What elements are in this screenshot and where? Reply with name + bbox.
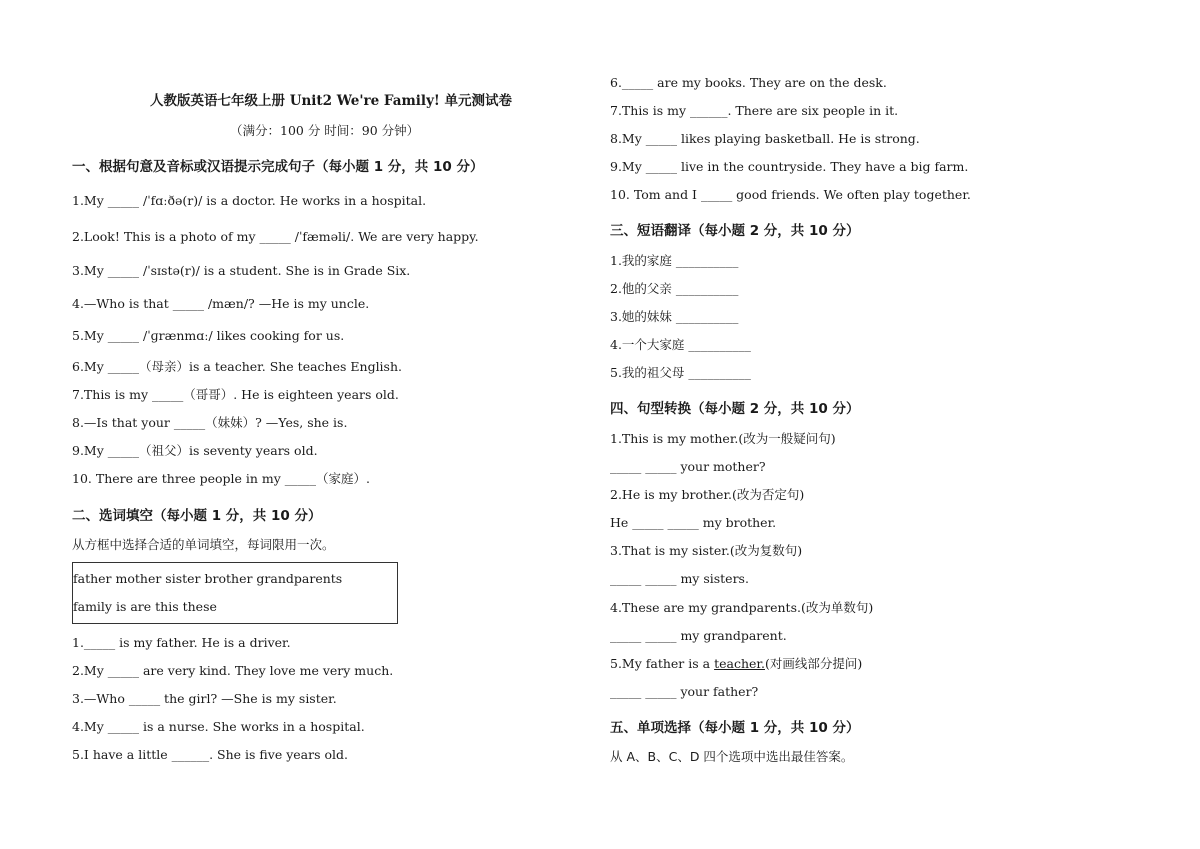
s1-item: 6.My _____（母亲）is a teacher. She teaches English. — [72, 359, 402, 374]
s1-item: 5.My _____ /ˈɡrænmɑː/ likes cooking for us. — [72, 328, 345, 343]
section1-heading: 一、根据句意及音标或汉语提示完成句子（每小题 1 分，共 10 分） — [72, 159, 484, 175]
s4-answer: _____ _____ your father? — [610, 684, 759, 699]
s4-question: 2.He is my brother.(改为否定句) — [610, 487, 805, 502]
s1-item: 7.This is my _____（哥哥）. He is eighteen years old. — [72, 387, 399, 402]
s1-item: 10. There are three people in my _____（家庭）. — [72, 471, 371, 486]
s2-item: 5.I have a little ______. She is five years old. — [72, 747, 348, 762]
word-box — [72, 562, 398, 624]
s1-item: 9.My _____（祖父）is seventy years old. — [72, 443, 318, 458]
page-subtitle: （满分：100 分 时间：90 分钟） — [230, 123, 420, 138]
s4-q5-underlined: teacher. — [714, 656, 765, 671]
section5-heading: 五、单项选择（每小题 1 分，共 10 分） — [610, 720, 860, 736]
s3-item: 5.我的祖父母 __________ — [610, 365, 751, 380]
s3-item: 2.他的父亲 __________ — [610, 281, 739, 296]
s3-item: 1.我的家庭 __________ — [610, 253, 739, 268]
s2-item: 9.My _____ live in the countryside. They have a big farm. — [610, 159, 969, 174]
s4-answer: _____ _____ your mother? — [610, 459, 766, 474]
s4-answer: He _____ _____ my brother. — [610, 515, 777, 530]
section2-heading: 二、选词填空（每小题 1 分，共 10 分） — [72, 508, 322, 524]
page-title: 人教版英语七年级上册 Unit2 We're Family! 单元测试卷 — [150, 93, 513, 109]
s2-item: 2.My _____ are very kind. They love me very much. — [72, 663, 394, 678]
s4-q5-suffix: (对画线部分提问) — [764, 656, 863, 671]
s2-item: 10. Tom and I _____ good friends. We often play together. — [610, 187, 971, 202]
word-box-line: family is are this these — [73, 599, 217, 614]
s2-item: 8.My _____ likes playing basketball. He is strong. — [610, 131, 920, 146]
s3-item: 4.一个大家庭 __________ — [610, 337, 751, 352]
s3-item: 3.她的妹妹 __________ — [610, 309, 739, 324]
s4-q5-prefix: 5.My father is a — [610, 656, 715, 671]
s1-item: 3.My _____ /ˈsɪstə(r)/ is a student. She is in Grade Six. — [72, 263, 411, 278]
s2-item: 3.—Who _____ the girl? —She is my sister. — [72, 691, 337, 706]
section3-heading: 三、短语翻译（每小题 2 分，共 10 分） — [610, 223, 860, 239]
s4-question: 3.That is my sister.(改为复数句) — [610, 543, 803, 558]
s4-question: 1.This is my mother.(改为一般疑问句) — [610, 431, 836, 446]
s4-answer: _____ _____ my grandparent. — [610, 628, 787, 643]
s2-item: 6._____ are my books. They are on the desk. — [610, 75, 887, 90]
s2-item: 4.My _____ is a nurse. She works in a hospital. — [72, 719, 365, 734]
s4-answer: _____ _____ my sisters. — [610, 571, 749, 586]
s1-item: 2.Look! This is a photo of my _____ /ˈfæməli/. We are very happy. — [72, 229, 479, 244]
s4-question — [610, 655, 862, 673]
section4-heading: 四、句型转换（每小题 2 分，共 10 分） — [610, 401, 860, 417]
s1-item: 1.My _____ /ˈfɑːðə(r)/ is a doctor. He works in a hospital. — [72, 193, 427, 208]
s2-item: 1._____ is my father. He is a driver. — [72, 635, 291, 650]
s1-item: 4.—Who is that _____ /mæn/? —He is my uncle. — [72, 296, 370, 311]
section2-instruction: 从方框中选择合适的单词填空，每词限用一次。 — [72, 537, 335, 552]
section5-instruction: 从 A、B、C、D 四个选项中选出最佳答案。 — [610, 749, 854, 764]
word-box-line: father mother sister brother grandparents — [73, 571, 343, 586]
s2-item: 7.This is my ______. There are six people in it. — [610, 103, 899, 118]
s4-question: 4.These are my grandparents.(改为单数句) — [610, 600, 874, 615]
s1-item: 8.—Is that your _____（妹妹）? —Yes, she is. — [72, 415, 348, 430]
